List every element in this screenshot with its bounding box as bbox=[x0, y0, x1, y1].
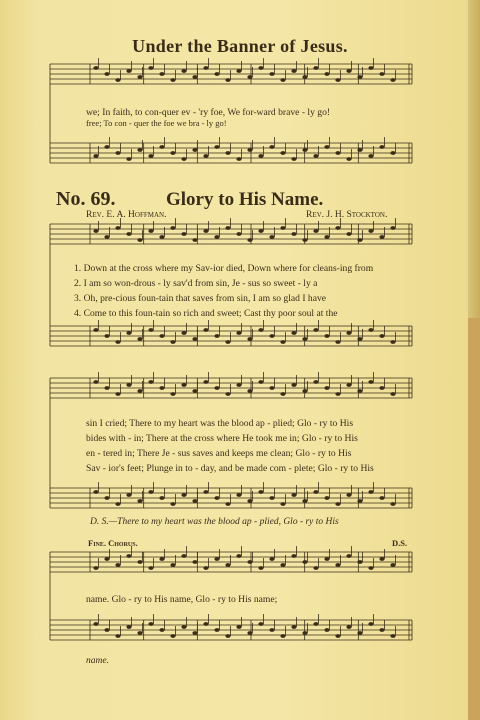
note-head bbox=[236, 331, 241, 335]
note-head bbox=[104, 557, 109, 561]
note-head bbox=[115, 634, 120, 638]
note-head bbox=[302, 238, 307, 242]
note-head bbox=[115, 151, 120, 155]
note-head bbox=[379, 145, 384, 149]
note-head bbox=[302, 499, 307, 503]
note-head bbox=[258, 229, 263, 233]
note-head bbox=[148, 490, 153, 494]
note-head bbox=[313, 380, 318, 384]
note-head bbox=[390, 502, 395, 506]
note-head bbox=[214, 628, 219, 632]
note-head bbox=[236, 493, 241, 497]
note-head bbox=[170, 502, 175, 506]
note-head bbox=[269, 334, 274, 338]
note-head bbox=[379, 628, 384, 632]
note-head bbox=[302, 337, 307, 341]
title-under-the-banner: Under the Banner of Jesus. bbox=[132, 36, 348, 56]
note-head bbox=[126, 232, 131, 236]
hymn-number: No. 69. bbox=[56, 188, 116, 210]
note-head bbox=[181, 69, 186, 73]
note-head bbox=[148, 66, 153, 70]
note-head bbox=[346, 69, 351, 73]
note-head bbox=[148, 154, 153, 158]
note-head bbox=[93, 490, 98, 494]
note-head bbox=[313, 622, 318, 626]
note-head bbox=[236, 69, 241, 73]
note-head bbox=[159, 334, 164, 338]
note-head bbox=[280, 392, 285, 396]
note-head bbox=[93, 328, 98, 332]
note-head bbox=[335, 392, 340, 396]
note-head bbox=[104, 628, 109, 632]
note-head bbox=[269, 235, 274, 239]
author-words: Rev. E. A. Hoffman. bbox=[86, 210, 167, 220]
note-head bbox=[192, 75, 197, 79]
note-head bbox=[203, 154, 208, 158]
note-head bbox=[93, 622, 98, 626]
note-head bbox=[346, 383, 351, 387]
note-head bbox=[302, 560, 307, 564]
note-head bbox=[258, 154, 263, 158]
note-head bbox=[390, 340, 395, 344]
note-head bbox=[346, 554, 351, 558]
note-head bbox=[137, 238, 142, 242]
note-head bbox=[115, 563, 120, 567]
note-head bbox=[126, 157, 131, 161]
note-head bbox=[368, 328, 373, 332]
note-head bbox=[280, 226, 285, 230]
note-head bbox=[137, 389, 142, 393]
note-head bbox=[357, 238, 362, 242]
note-head bbox=[93, 229, 98, 233]
note-head bbox=[368, 380, 373, 384]
note-head bbox=[379, 496, 384, 500]
note-head bbox=[225, 392, 230, 396]
note-head bbox=[291, 232, 296, 236]
note-head bbox=[214, 557, 219, 561]
note-head bbox=[236, 157, 241, 161]
note-head bbox=[203, 66, 208, 70]
note-head bbox=[104, 235, 109, 239]
note-head bbox=[137, 337, 142, 341]
note-head bbox=[247, 389, 252, 393]
note-head bbox=[346, 331, 351, 335]
note-head bbox=[269, 496, 274, 500]
note-head bbox=[247, 560, 252, 564]
note-head bbox=[214, 496, 219, 500]
note-head bbox=[324, 496, 329, 500]
note-head bbox=[379, 235, 384, 239]
note-head bbox=[280, 634, 285, 638]
note-head bbox=[170, 392, 175, 396]
note-head bbox=[269, 386, 274, 390]
note-head bbox=[291, 331, 296, 335]
ds-line: D. S.—There to my heart was the blood ap - plied, Glo - ry to His bbox=[90, 517, 339, 527]
lyric-line: we; In faith, to con-quer ev - 'ry foe, We for-ward brave - ly go! bbox=[86, 107, 331, 118]
note-head bbox=[335, 78, 340, 82]
note-head bbox=[137, 148, 142, 152]
note-head bbox=[104, 334, 109, 338]
note-head bbox=[335, 502, 340, 506]
chorus-lyric: name. Glo - ry to His name, Glo - ry to His name; bbox=[86, 594, 278, 605]
note-head bbox=[181, 232, 186, 236]
note-head bbox=[368, 490, 373, 494]
note-head bbox=[214, 145, 219, 149]
note-head bbox=[280, 151, 285, 155]
note-head bbox=[214, 334, 219, 338]
verse-line: 3. Oh, pre-cious foun-tain that saves from sin, I am so glad I have bbox=[74, 293, 327, 304]
note-head bbox=[379, 557, 384, 561]
note-head bbox=[137, 75, 142, 79]
note-head bbox=[225, 502, 230, 506]
note-head bbox=[291, 383, 296, 387]
note-head bbox=[313, 154, 318, 158]
verse-line: Sav - ior's feet; Plunge in to - day, and be made com - plete; Glo - ry to His bbox=[86, 463, 374, 474]
note-head bbox=[170, 340, 175, 344]
note-head bbox=[346, 232, 351, 236]
note-head bbox=[159, 557, 164, 561]
note-head bbox=[247, 75, 252, 79]
note-head bbox=[379, 334, 384, 338]
note-head bbox=[357, 337, 362, 341]
note-head bbox=[203, 229, 208, 233]
note-head bbox=[192, 148, 197, 152]
note-head bbox=[324, 145, 329, 149]
note-head bbox=[379, 386, 384, 390]
note-head bbox=[225, 226, 230, 230]
note-head bbox=[247, 238, 252, 242]
note-head bbox=[280, 340, 285, 344]
note-head bbox=[126, 554, 131, 558]
note-head bbox=[291, 625, 296, 629]
note-head bbox=[247, 337, 252, 341]
note-head bbox=[126, 625, 131, 629]
note-head bbox=[302, 631, 307, 635]
note-head bbox=[302, 75, 307, 79]
note-head bbox=[115, 392, 120, 396]
note-head bbox=[137, 560, 142, 564]
note-head bbox=[203, 328, 208, 332]
note-head bbox=[291, 157, 296, 161]
verse-line: 1. Down at the cross where my Sav-ior died, Down where for cleans-ing from bbox=[74, 263, 374, 274]
note-head bbox=[247, 148, 252, 152]
note-head bbox=[335, 226, 340, 230]
note-head bbox=[324, 386, 329, 390]
note-head bbox=[291, 554, 296, 558]
note-head bbox=[181, 493, 186, 497]
note-head bbox=[115, 502, 120, 506]
note-head bbox=[379, 72, 384, 76]
note-head bbox=[258, 490, 263, 494]
note-head bbox=[357, 631, 362, 635]
note-head bbox=[93, 154, 98, 158]
note-head bbox=[335, 340, 340, 344]
note-head bbox=[302, 148, 307, 152]
note-head bbox=[137, 499, 142, 503]
note-head bbox=[324, 557, 329, 561]
note-head bbox=[324, 72, 329, 76]
note-head bbox=[313, 66, 318, 70]
ds-mark: D.S. bbox=[392, 538, 408, 548]
note-head bbox=[115, 78, 120, 82]
note-head bbox=[126, 493, 131, 497]
note-head bbox=[159, 386, 164, 390]
note-head bbox=[324, 628, 329, 632]
note-head bbox=[335, 563, 340, 567]
note-head bbox=[291, 493, 296, 497]
note-head bbox=[247, 631, 252, 635]
note-head bbox=[225, 563, 230, 567]
note-head bbox=[192, 560, 197, 564]
note-head bbox=[258, 622, 263, 626]
note-head bbox=[225, 340, 230, 344]
note-head bbox=[159, 145, 164, 149]
note-head bbox=[258, 380, 263, 384]
note-head bbox=[126, 331, 131, 335]
note-head bbox=[126, 69, 131, 73]
note-head bbox=[104, 496, 109, 500]
note-head bbox=[203, 380, 208, 384]
note-head bbox=[313, 566, 318, 570]
note-head bbox=[203, 622, 208, 626]
note-head bbox=[181, 157, 186, 161]
note-head bbox=[247, 499, 252, 503]
note-head bbox=[390, 151, 395, 155]
note-head bbox=[170, 563, 175, 567]
note-head bbox=[214, 235, 219, 239]
note-head bbox=[170, 151, 175, 155]
note-head bbox=[104, 72, 109, 76]
author-music: Rev. J. H. Stockton. bbox=[306, 210, 388, 220]
note-head bbox=[148, 566, 153, 570]
note-head bbox=[104, 145, 109, 149]
note-head bbox=[390, 392, 395, 396]
note-head bbox=[104, 386, 109, 390]
page-edge-lower bbox=[468, 318, 480, 720]
note-head bbox=[192, 238, 197, 242]
note-head bbox=[368, 229, 373, 233]
note-head bbox=[159, 496, 164, 500]
note-head bbox=[192, 389, 197, 393]
note-head bbox=[203, 566, 208, 570]
note-head bbox=[346, 157, 351, 161]
note-head bbox=[236, 554, 241, 558]
note-head bbox=[258, 328, 263, 332]
note-head bbox=[148, 380, 153, 384]
note-head bbox=[214, 72, 219, 76]
note-head bbox=[390, 634, 395, 638]
note-head bbox=[258, 66, 263, 70]
note-head bbox=[115, 340, 120, 344]
verse-line: sin I cried; There to my heart was the blood ap - plied; Glo - ry to His bbox=[86, 418, 354, 429]
note-head bbox=[181, 554, 186, 558]
note-head bbox=[181, 625, 186, 629]
note-head bbox=[192, 499, 197, 503]
note-head bbox=[313, 229, 318, 233]
note-head bbox=[291, 69, 296, 73]
hymn-title: Glory to His Name. bbox=[166, 189, 324, 210]
note-head bbox=[181, 383, 186, 387]
note-head bbox=[324, 334, 329, 338]
note-head bbox=[313, 328, 318, 332]
note-head bbox=[368, 66, 373, 70]
note-head bbox=[236, 625, 241, 629]
note-head bbox=[357, 560, 362, 564]
note-head bbox=[357, 75, 362, 79]
note-head bbox=[390, 563, 395, 567]
note-head bbox=[313, 490, 318, 494]
verse-line: bides with - in; There at the cross where He took me in; Glo - ry to His bbox=[86, 433, 358, 444]
note-head bbox=[181, 331, 186, 335]
note-head bbox=[335, 634, 340, 638]
note-head bbox=[335, 151, 340, 155]
note-head bbox=[357, 148, 362, 152]
note-head bbox=[302, 389, 307, 393]
note-head bbox=[225, 151, 230, 155]
lyric-line: free; To con - quer the foe we bra - ly go! bbox=[86, 118, 227, 128]
note-head bbox=[192, 631, 197, 635]
note-head bbox=[368, 622, 373, 626]
note-head bbox=[357, 389, 362, 393]
verse-line: 4. Come to this foun-tain so rich and sweet; Cast thy poor soul at the bbox=[74, 308, 338, 319]
note-head bbox=[148, 622, 153, 626]
note-head bbox=[225, 634, 230, 638]
note-head bbox=[170, 78, 175, 82]
note-head bbox=[280, 502, 285, 506]
note-head bbox=[324, 235, 329, 239]
note-head bbox=[137, 631, 142, 635]
note-head bbox=[280, 78, 285, 82]
note-head bbox=[269, 628, 274, 632]
note-head bbox=[280, 563, 285, 567]
note-head bbox=[159, 235, 164, 239]
note-head bbox=[148, 229, 153, 233]
note-head bbox=[269, 145, 274, 149]
final-word: name. bbox=[86, 656, 109, 666]
fine-chorus-label: Fine. Chorus. bbox=[88, 538, 138, 548]
note-head bbox=[368, 154, 373, 158]
note-head bbox=[390, 78, 395, 82]
note-head bbox=[346, 625, 351, 629]
note-head bbox=[159, 72, 164, 76]
note-head bbox=[357, 499, 362, 503]
verse-line: en - tered in; There Je - sus saves and keeps me clean; Glo - ry to His bbox=[86, 448, 352, 459]
note-head bbox=[203, 490, 208, 494]
note-head bbox=[126, 383, 131, 387]
verse-line: 2. I am so won-drous - ly sav'd from sin, Je - sus so sweet - ly a bbox=[74, 278, 318, 289]
note-head bbox=[93, 380, 98, 384]
note-head bbox=[148, 328, 153, 332]
note-head bbox=[93, 566, 98, 570]
note-head bbox=[115, 226, 120, 230]
note-head bbox=[258, 566, 263, 570]
note-head bbox=[390, 226, 395, 230]
note-head bbox=[170, 634, 175, 638]
note-head bbox=[236, 383, 241, 387]
note-head bbox=[225, 78, 230, 82]
note-head bbox=[192, 337, 197, 341]
note-head bbox=[269, 557, 274, 561]
note-head bbox=[170, 226, 175, 230]
note-head bbox=[269, 72, 274, 76]
note-head bbox=[159, 628, 164, 632]
note-head bbox=[214, 386, 219, 390]
note-head bbox=[346, 493, 351, 497]
note-head bbox=[368, 566, 373, 570]
note-head bbox=[236, 232, 241, 236]
note-head bbox=[93, 66, 98, 70]
